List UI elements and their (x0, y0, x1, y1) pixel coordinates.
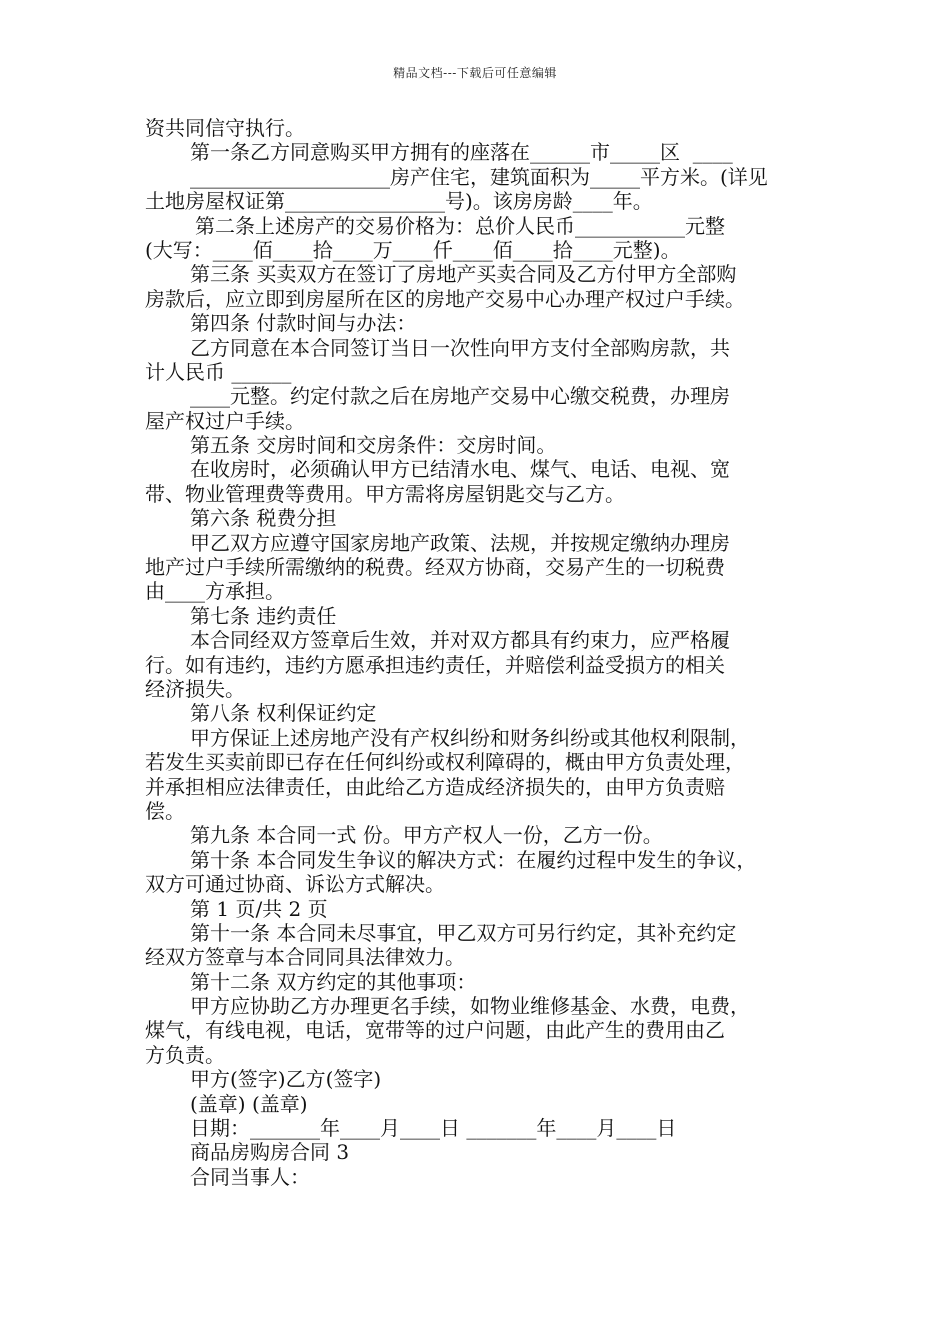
document-line: 第五条 交房时间和交房条件：交房时间。 (190, 433, 557, 458)
document-line: 若发生买卖前即已存在任何纠纷或权利障碍的，概由甲方负责处理， (145, 750, 745, 775)
document-body (145, 116, 810, 1189)
document-line: 带、物业管理费等费用。甲方需将房屋钥匙交与乙方。 (145, 481, 625, 506)
document-line: 地产过户手续所需缴纳的税费。经双方协商，交易产生的一切税费 (145, 555, 725, 580)
document-line: 乙方同意在本合同签订当日一次性向甲方支付全部购房款，共 (190, 335, 730, 360)
document-line: 土地房屋权证第________________号)。该房房龄____年。 (145, 189, 653, 214)
document-line: 屋产权过户手续。 (145, 408, 305, 433)
document-line: 第七条 违约责任 (190, 603, 337, 628)
document-line: 在收房时，必须确认甲方已结清水电、煤气、电话、电视、宽 (190, 457, 730, 482)
document-line: 日期：_______年____月____日 _______年____月____日 (190, 1116, 677, 1141)
document-line: 合同当事人： (190, 1164, 310, 1189)
document-line: 本合同经双方签章后生效，并对双方都具有约束力，应严格履 (190, 628, 730, 653)
document-line: 第十条 本合同发生争议的解决方式：在履约过程中发生的争议， (190, 847, 757, 872)
document-line: 煤气，有线电视，电话，宽带等的过户问题，由此产生的费用由乙 (145, 1018, 725, 1043)
document-line: 第四条 付款时间与办法： (190, 311, 417, 336)
document-line: 甲乙双方应遵守国家房地产政策、法规，并按规定缴纳办理房 (190, 530, 730, 555)
document-line: 第 1 页/共 2 页 (190, 896, 328, 921)
document-line: 房款后，应立即到房屋所在区的房地产交易中心办理产权过户手续。 (145, 286, 745, 311)
document-line: 双方可通过协商、诉讼方式解决。 (145, 872, 445, 897)
document-line: 经济损失。 (145, 676, 245, 701)
document-line: 第一条乙方同意购买甲方拥有的座落在______市_____区 ____ (190, 140, 733, 165)
document-line: ____________________房产住宅，建筑面积为_____平方米。(详见 (190, 164, 768, 189)
document-line: 第十二条 双方约定的其他事项： (190, 969, 477, 994)
document-line: 由____方承担。 (145, 579, 285, 604)
document-line: 甲方保证上述房地产没有产权纠纷和财务纠纷或其他权利限制， (190, 725, 750, 750)
document-line: 经双方签章与本合同同具法律效力。 (145, 945, 465, 970)
document-line: 第三条 买卖双方在签订了房地产买卖合同及乙方付甲方全部购 (190, 262, 737, 287)
document-line: 第八条 权利保证约定 (190, 701, 377, 726)
document-line: 计人民币 ______ (145, 359, 292, 384)
document-line: 方负责。 (145, 1042, 225, 1067)
document-line: 行。如有违约，违约方愿承担违约责任，并赔偿利益受损方的相关 (145, 652, 725, 677)
document-line: (大写：____佰____拾____万____仟____佰____拾____元整)。 (145, 237, 681, 262)
document-line: 甲方应协助乙方办理更名手续，如物业维修基金、水费，电费， (190, 994, 750, 1019)
document-line: 甲方(签字)乙方(签字) (190, 1067, 382, 1092)
document-line: ____元整。约定付款之后在房地产交易中心缴交税费，办理房 (190, 384, 730, 409)
document-line: 偿。 (145, 798, 185, 823)
document-line: 第十一条 本合同未尽事宜，甲乙双方可另行约定，其补充约定 (190, 920, 737, 945)
document-line: 第九条 本合同一式 份。甲方产权人一份，乙方一份。 (190, 823, 663, 848)
document-line: (盖章) (盖章) (190, 1091, 308, 1116)
document-line: 第二条上述房产的交易价格为：总价人民币___________元整 (195, 213, 725, 238)
document-line: 商品房购房合同 3 (190, 1140, 350, 1165)
page-header: 精品文档---下载后可任意编辑 (393, 66, 557, 80)
document-line: 并承担相应法律责任，由此给乙方造成经济损失的，由甲方负责赔 (145, 774, 725, 799)
document-line: 资共同信守执行。 (145, 116, 305, 140)
document-line: 第六条 税费分担 (190, 506, 337, 531)
